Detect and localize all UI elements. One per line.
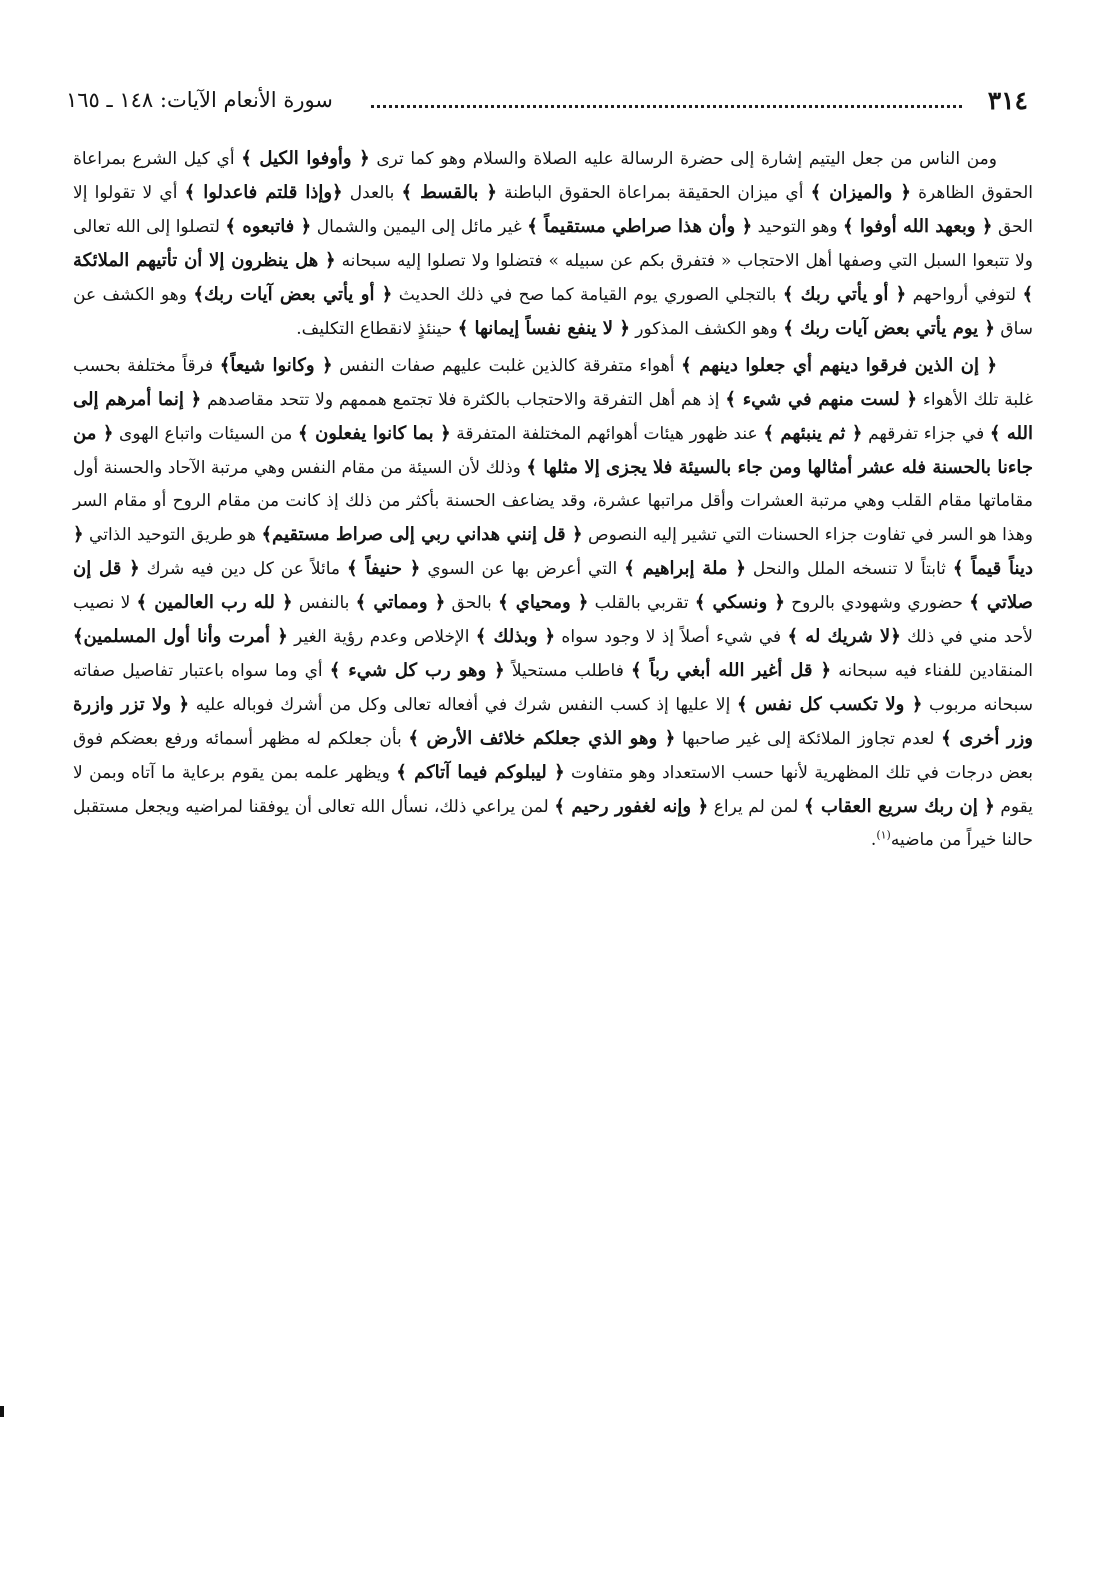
commentary-text: حضوري وشهودي بالروح [784,593,970,613]
commentary-text: أي كيل الشرع بمراعاة الحقوق الظاهرة [73,149,1034,203]
quran-quote: ﴿ لا ينفع نفساً إيمانها ﴾ [457,318,630,339]
commentary-text: عند ظهور هيئات أهوائهم المختلفة المتفرقة [450,424,764,444]
quran-quote: ﴿ لست منهم في شيء ﴾ [725,389,917,410]
quran-quote: ﴿ ولا تكسب كل نفس ﴾ [736,694,923,715]
quran-quote: ﴿ وهو رب كل شيء ﴾ [329,660,505,681]
quran-quote: ﴿ وكانوا شيعاً﴾ [219,355,333,376]
commentary-text: لمن يراعي ذلك، نسأل الله تعالى أن يوفقنا لمراضيه ويجعل مستقبل حالنا خيراً من ماضيه [73,797,1033,850]
quran-quote: ﴿ ليبلوكم فيما آتاكم ﴾ [396,762,565,783]
quran-quote: ﴿ بالقسط ﴾ [401,182,497,203]
quran-quote: ﴿ قل أغير الله أبغي رباً ﴾ [630,660,832,681]
quran-quote: ﴿ ملة إبراهيم ﴾ [624,558,746,579]
commentary-text: بالحق [445,593,499,613]
running-title: سورة الأنعام الآيات: ١٤٨ ـ ١٦٥ [66,88,333,112]
commentary-text: إذ هم أهل التفرقة والاحتجاب بالكثرة فلا تجتمع هممهم ولا تتحد مقاصدهم [201,390,726,410]
commentary-text: التي أعرض بها عن السوي [420,559,625,579]
commentary-text: بالعدل [342,183,402,203]
quran-quote: ﴿ أو يأتي بعض آيات ربك﴾ [193,284,393,305]
header-dotted-leader [371,105,962,108]
commentary-text: أي وما سواه باعتبار تفاصيل صفاته سبحانه مربوب [73,661,1033,715]
quran-quote: ﴿ وهو الذي جعلكم خلائف الأرض ﴾ [408,728,676,749]
quran-quote: ﴿ وأن هذا صراطي مستقيماً ﴾ [527,216,753,237]
quran-quote: ﴿ لله رب العالمين ﴾ [136,592,293,613]
commentary-text: لتصلوا إلى الله تعالى ولا تتبعوا السبل التي وصفها أهل الاحتجاب « فتفرق بكم عن سبيله » فتضلوا ولا تصلوا إليه سبحانه [73,217,1033,271]
quran-quote: ﴿ ولا تزر وازرة وزر أخرى ﴾ [73,694,1033,749]
scan-edge-mark [0,1406,4,1417]
commentary-text: تقربي بالقلب [588,593,695,613]
commentary-text: بالتجلي الصوري يوم القيامة كما صح في ذلك الحديث [392,285,783,305]
commentary-text: في شيء أصلاً إذ لا وجود سواه [555,627,788,647]
quran-quote: ﴿ فاتبعوه ﴾ [225,216,312,237]
commentary-text: لمن لم يراع [708,797,804,817]
paragraph [73,349,1033,857]
quran-quote: ﴿وإذا قلتم فاعدلوا ﴾ [184,182,343,203]
quran-quote: ﴿ ومحياي ﴾ [498,592,589,613]
commentary-text: لتوفي أرواحهم [906,285,1023,305]
commentary-text: أي لا تقولوا إلا الحق [73,183,1034,237]
commentary-text: وهو الكشف المذكور [629,319,784,339]
quran-quote: ﴿ إنما أمرهم إلى الله ﴾ [73,389,1033,444]
running-header [66,80,1028,120]
commentary-text: فرقاً مختلفة بحسب غلبة تلك الأهواء [73,356,1033,410]
commentary-text: من السيئات واتباع الهوى [113,424,299,444]
commentary-text: حينئذٍ لانقطاع التكليف. [296,319,458,339]
commentary-text: ويظهر علمه بمن يقوم برعاية ما آتاه وبمن لا يقوم [73,763,1034,817]
commentary-text: هو طريق التوحيد الذاتي [83,525,262,545]
quran-quote: ﴿ ومماتي ﴾ [355,592,446,613]
quran-quote: ﴿لا شريك له ﴾ [787,626,901,647]
commentary-text: أي ميزان الحقيقة بمراعاة الحقوق الباطنة [496,183,811,203]
commentary-text: وهو التوحيد [752,217,844,237]
commentary-text: إلا عليها إذ كسب النفس شرك في أفعاله تعالى وكل من أشرك فوباله عليه [189,695,737,715]
quran-quote: ﴿ ونسكي ﴾ [694,592,785,613]
quran-quote: ﴿ ثم ينبئهم ﴾ [763,423,863,444]
quran-quote: ﴿ إن ربك سريع العقاب ﴾ [803,796,995,817]
commentary-text: وهو الكشف عن ساق [73,285,1033,339]
quran-quote: ﴿ وإنه لغفور رحيم ﴾ [554,796,709,817]
paragraph [73,142,1033,346]
quran-quote: ﴿ وبذلك ﴾ [475,626,556,647]
commentary-text: بالنفس [292,593,356,613]
quran-quote: ﴿ ديناً قيماً ﴾ [73,524,1033,579]
quran-quote: ﴿ بما كانوا يفعلون ﴾ [298,423,451,444]
quran-quote: ﴿ إن الذين فرقوا دينهم أي جعلوا دينهم ﴾ [681,355,997,376]
quran-quote: ﴿ حنيفاً ﴾ [347,558,421,579]
commentary-text: بأن جعلكم له مظهر أسمائه ورفع بعضكم فوق بعض درجات في تلك المظهرية لأنها حسب الاستعداد وهو متفاوت [73,729,1033,783]
commentary-text: ومن الناس من جعل اليتيم إشارة إلى حضرة الرسالة عليه الصلاة والسلام وهو كما ترى [369,149,997,169]
commentary-text: وذلك لأن السيئة من مقام النفس وهي مرتبة الآحاد والحسنة أول مقاماتها مقام القلب وهي مرتبة العشرات وأقل مراتبها عشرة، وقد يضاعف الحسنة بأكثر من ذلك إذ كانت من مقام الروح أو مقام السر وهذا هو السر في تفاوت جزاء الحسنات التي تشير إليه النصوص [73,458,1033,545]
quran-quote: ﴿ يوم يأتي بعض آيات ربك ﴾ [783,318,995,339]
commentary-text: لعدم تجاوز الملائكة إلى غير صاحبها [675,729,942,749]
commentary-text: فاطلب مستحيلاً [504,661,631,681]
commentary-text: في جزاء تفرقهم [862,424,990,444]
commentary-text: لا نصيب لأحد مني في ذلك [73,593,1033,647]
commentary-text: الإخلاص وعدم رؤية الغير [287,627,476,647]
commentary-body [73,142,1033,857]
quran-quote: ﴿ قل إنني هداني ربي إلى صراط مستقيم﴾ [261,524,583,545]
footnote-reference: (١) [876,828,891,842]
commentary-text: ثابتاً لا تنسخه الملل والنحل [745,559,953,579]
commentary-text: المنقادين للفناء فيه سبحانه [831,661,1033,681]
commentary-text: أهواء متفرقة كالذين غلبت عليهم صفات النفس [332,356,682,376]
commentary-text: مائلاً عن كل دين فيه شرك [139,559,347,579]
quran-quote: ﴿ وبعهد الله أوفوا ﴾ [843,216,993,237]
quran-quote: ﴿ والميزان ﴾ [810,182,911,203]
quran-quote: ﴿ قل إن صلاتي ﴾ [73,558,1033,613]
quran-quote: ﴿ من جاءنا بالحسنة فله عشر أمثالها ومن جاء بالسيئة فلا يجزى إلا مثلها ﴾ [73,423,1033,478]
quran-quote: ﴿ هل ينظرون إلا أن تأتيهم الملائكة ﴾ [73,250,1034,305]
quran-quote: ﴿ أو يأتي ربك ﴾ [782,284,907,305]
quran-quote: ﴿ وأوفوا الكيل ﴾ [241,148,370,169]
quran-quote: ﴿ أمرت وأنا أول المسلمين﴾ [73,626,288,647]
commentary-text: غير مائل إلى اليمين والشمال [311,217,528,237]
commentary-text: . [870,830,877,850]
page-number: ٣١٤ [987,85,1028,115]
